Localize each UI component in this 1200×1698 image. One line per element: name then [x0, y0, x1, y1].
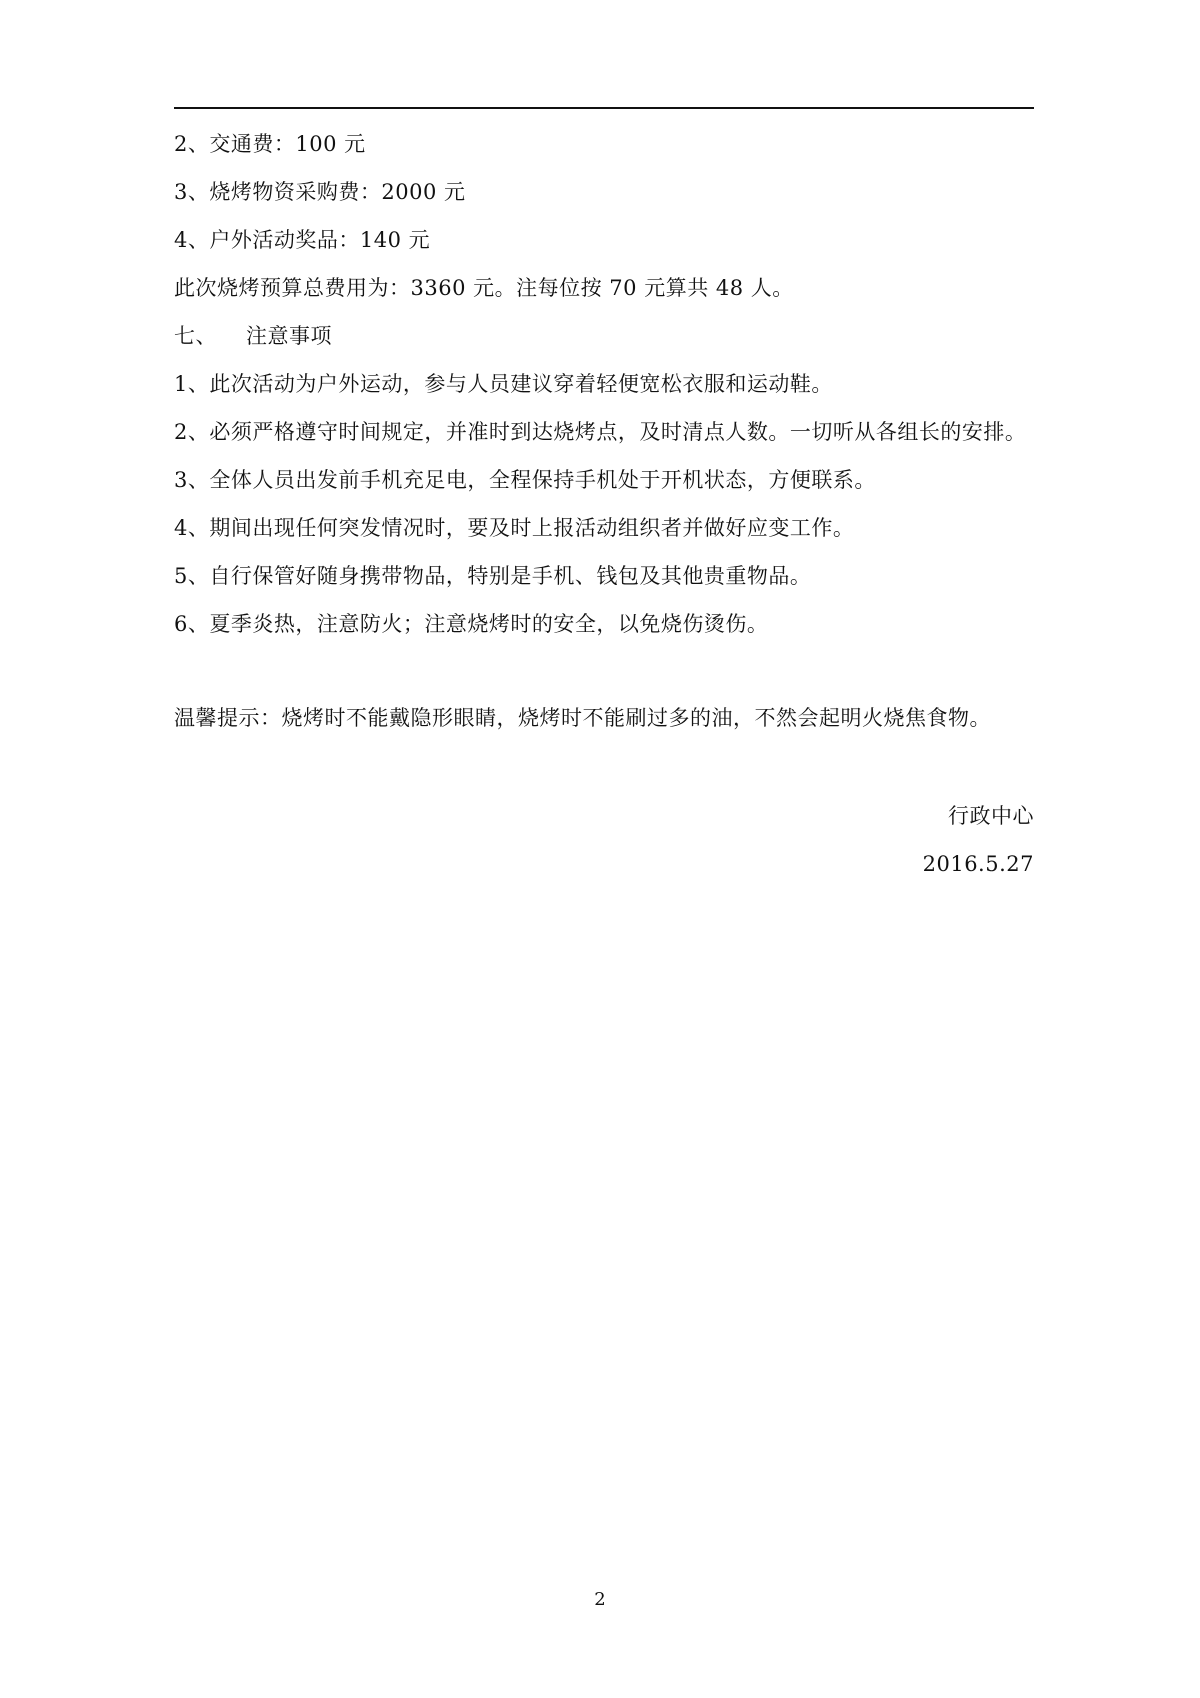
budget-item-bbq-supplies: 3、烧烤物资采购费：2000 元 — [174, 180, 466, 204]
friendly-tip: 温馨提示：烧烤时不能戴隐形眼睛，烧烤时不能刷过多的油，不然会起明火烧焦食物。 — [174, 706, 991, 730]
page-number: 2 — [594, 1589, 606, 1610]
notice-item-3: 3、全体人员出发前手机充足电，全程保持手机处于开机状态，方便联系。 — [174, 468, 876, 492]
section-number: 七、 — [174, 324, 217, 348]
notice-item-6: 6、夏季炎热，注意防火；注意烧烤时的安全，以免烧伤烫伤。 — [174, 612, 769, 636]
spacer — [174, 648, 1034, 694]
section-heading-notes — [174, 312, 1034, 360]
budget-total: 此次烧烤预算总费用为：3360 元。注每位按 70 元算共 48 人。 — [174, 276, 794, 300]
budget-item-prizes: 4、户外活动奖品：140 元 — [174, 228, 431, 252]
signature-date: 2016.5.27 — [922, 852, 1034, 876]
notice-item-1: 1、此次活动为户外运动，参与人员建议穿着轻便宽松衣服和运动鞋。 — [174, 372, 833, 396]
section-title: 注意事项 — [246, 324, 332, 348]
notice-item-2: 2、必须严格遵守时间规定，并准时到达烧烤点，及时清点人数。一切听从各组长的安排。 — [174, 420, 1027, 444]
spacer — [174, 742, 1034, 792]
document-body — [174, 120, 1034, 888]
notice-item-4: 4、期间出现任何突发情况时，要及时上报活动组织者并做好应变工作。 — [174, 516, 855, 540]
signature-department: 行政中心 — [948, 804, 1034, 828]
notice-item-5: 5、自行保管好随身携带物品，特别是手机、钱包及其他贵重物品。 — [174, 564, 812, 588]
budget-item-transport: 2、交通费：100 元 — [174, 132, 366, 156]
header-rule — [174, 107, 1034, 109]
